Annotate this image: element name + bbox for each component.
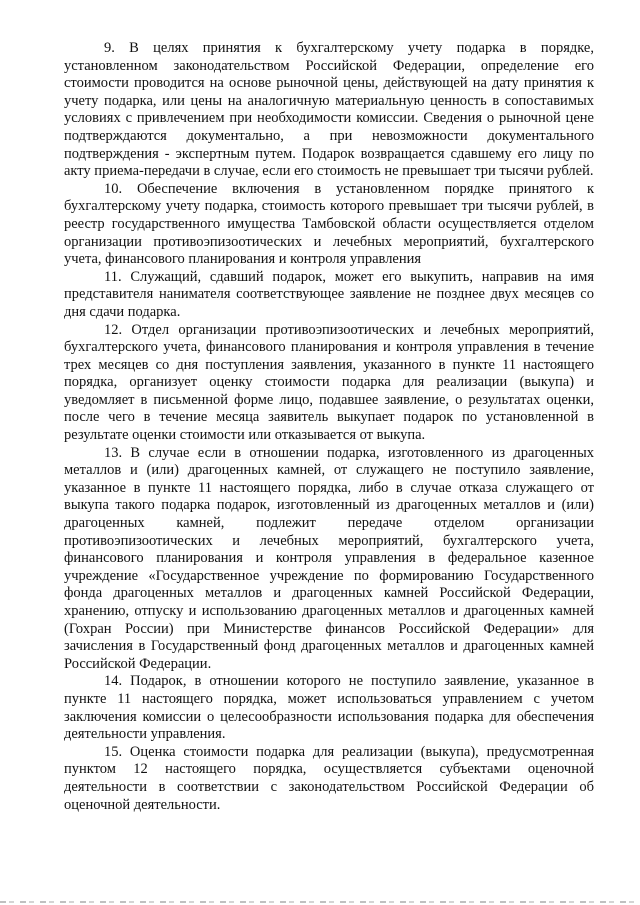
document-page xyxy=(64,40,594,814)
paragraph-11: 11. Служащий, сдавший подарок, может его выкупить, направив на имя представителя нанимателя соответствующее заявление не позднее двух месяцев со дня сдачи подарка. xyxy=(64,268,594,320)
scan-edge-line xyxy=(0,901,640,903)
paragraph-14: 14. Подарок, в отношении которого не поступило заявление, указанное в пункте 11 настоящего порядка, может использоваться управлением с учетом заключения комиссии о целесообразности использования подарка для обеспечения деятельности управления. xyxy=(64,673,594,743)
paragraph-9: 9. В целях принятия к бухгалтерскому учету подарка в порядке, установленном законодательством Российской Федерации, определение его стоимости проводится на основе рыночной цены, действующей на дату принятия к учету подарка, или цены на аналогичную материальную ценность в сопоставимых условиях с привлечением при необходимости комиссии. Сведения о рыночной цене подтверждаются документально, а при невозможности документального подтверждения - экспертным путем. Подарок возвращается сдавшему его лицу по акту приема-передачи в случае, если его стоимость не превышает три тысячи рублей. xyxy=(64,40,594,180)
paragraph-12: 12. Отдел организации противоэпизоотических и лечебных мероприятий, бухгалтерского учета, финансового планирования и контроля управления в течение трех месяцев со дня поступления заявления, указанного в пункте 11 настоящего порядка, организует оценку стоимости подарка для реализации (выкупа) и уведомляет в письменной форме лицо, подавшее заявление, о результатах оценки, после чего в течение месяца заявитель выкупает подарок по установленной в результате оценки стоимости или отказывается от выкупа. xyxy=(64,321,594,444)
paragraph-13: 13. В случае если в отношении подарка, изготовленного из драгоценных металлов и (или) драгоценных камней, от служащего не поступило заявление, указанное в пункте 11 настоящего порядка, либо в случае отказа служащего от выкупа такого подарка подарок, изготовленный из драгоценных металлов и (или) драгоценных камней, подлежит передаче отделом организации противоэпизоотических и лечебных мероприятий, бухгалтерского учета, финансового планирования и контроля управления в федеральное казенное учреждение «Государственное учреждение по формированию Государственного фонда драгоценных металлов и драгоценных камней Российской Федерации, хранению, отпуску и использованию драгоценных металлов и драгоценных камней (Гохран России) при Министерстве финансов Российской Федерации» для зачисления в Государственный фонд драгоценных металлов и драгоценных камней Российской Федерации. xyxy=(64,444,594,672)
paragraph-15: 15. Оценка стоимости подарка для реализации (выкупа), предусмотренная пунктом 12 настоящего порядка, осуществляется субъектами оценочной деятельности в соответствии с законодательством Российской Федерации об оценочной деятельности. xyxy=(64,743,594,813)
paragraph-10: 10. Обеспечение включения в установленном порядке принятого к бухгалтерскому учету подарка, стоимость которого превышает три тысячи рублей, в реестр государственного имущества Тамбовской области осуществляется отделом организации противоэпизоотических и лечебных мероприятий, бухгалтерского учета, финансового планирования и контроля управления xyxy=(64,180,594,268)
